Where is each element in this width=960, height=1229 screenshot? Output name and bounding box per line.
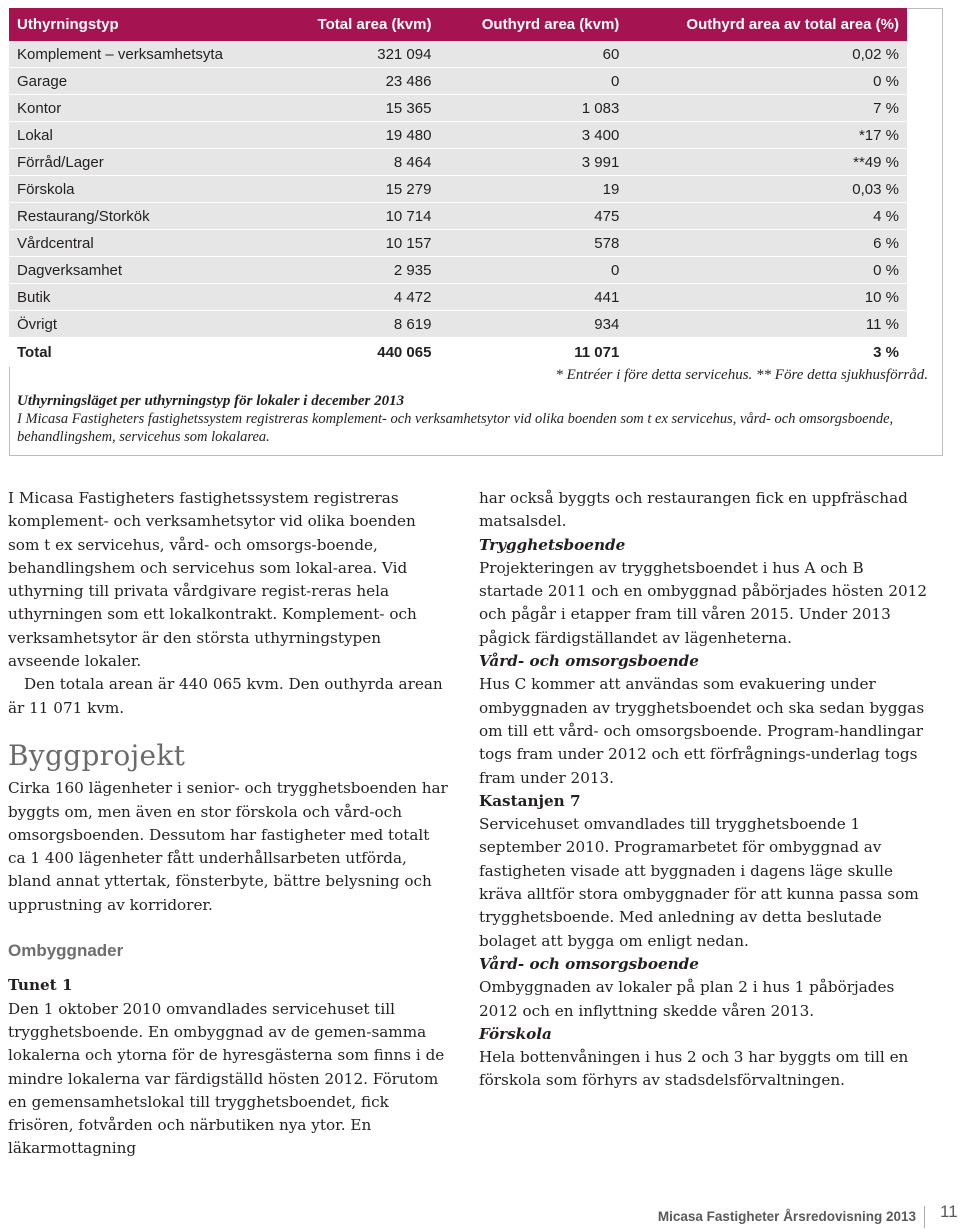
header-vacant-percent: Outhyrd area av total area (%) xyxy=(627,8,907,41)
heading-vard-omsorg-2: Vård- och omsorgsboende xyxy=(479,954,699,973)
page-number: 11 xyxy=(940,1202,958,1221)
total-cell-total-area: 440 065 xyxy=(281,338,440,367)
kastanjen-paragraph: Servicehuset omvandlades till trygghetsboende 1 september 2010. Programarbetet för ombyggnad av fastigheten visade att byggnaden i dagens läge skulle kräva alltför stora ombyggnader för att kunna passa som trygghetsboende. Med anledning av detta beslutade bolaget att bygga om enligt nedan. xyxy=(479,815,919,950)
cell-total-area: 8 619 xyxy=(281,311,440,338)
cell-vacant-percent: 0 % xyxy=(627,68,907,95)
cell-type: Butik xyxy=(9,284,281,311)
cell-type: Komplement – verksamhetsyta xyxy=(9,41,281,68)
vard-omsorg-paragraph-1: Hus C kommer att användas som evakuering under ombyggnaden av trygghetsboendet och ska sedan byggas om till ett vård- och omsorgsboende. Program-handlingar togs fram under 2012 och ett förfrågnings-underlag togs fram under 2013. xyxy=(479,675,925,787)
tunet-paragraph: Den 1 oktober 2010 omvandlades servicehuset till trygghetsboende. En ombyggnad av de gemen-samma lokalerna och ytorna för de hyresgästerna som finns i de mindre lokalerna var färdigställd hösten 2012. Förutom en gemensamhetslokal till trygghetsboendet, fick frisören, fotvården och närbutiken nya ytor. En läkarmottagning xyxy=(8,999,445,1158)
cell-total-area: 10 157 xyxy=(281,230,440,257)
cell-total-area: 23 486 xyxy=(281,68,440,95)
table-row xyxy=(9,122,907,149)
cell-vacant-area: 60 xyxy=(439,41,627,68)
cell-total-area: 4 472 xyxy=(281,284,440,311)
table-caption xyxy=(17,392,917,446)
cell-vacant-area: 1 083 xyxy=(439,95,627,122)
cell-type: Kontor xyxy=(9,95,281,122)
cell-total-area: 19 480 xyxy=(281,122,440,149)
cell-type: Lokal xyxy=(9,122,281,149)
heading-kastanjen: Kastanjen 7 xyxy=(479,791,581,810)
total-cell-type: Total xyxy=(9,338,281,367)
heading-vard-omsorg-1: Vård- och omsorgsboende xyxy=(479,652,699,671)
cell-vacant-area: 19 xyxy=(439,176,627,203)
cell-type: Förskola xyxy=(9,176,281,203)
caption-title: Uthyrningsläget per uthyrningstyp för lokaler i december 2013 xyxy=(17,393,405,409)
cell-total-area: 15 365 xyxy=(281,95,440,122)
section-title-byggprojekt: Byggprojekt xyxy=(8,738,186,772)
cell-vacant-area: 0 xyxy=(439,257,627,284)
table-row xyxy=(9,257,907,284)
table-header-row xyxy=(9,8,907,41)
cell-type: Garage xyxy=(9,68,281,95)
caption-text: I Micasa Fastigheters fastighetssystem registreras komplement- och verksamhetsytor vid olika boenden som t ex servicehus, vård- och omsorgsboende, behandlingshem, servicehus som lokalarea. xyxy=(17,411,894,445)
cell-vacant-percent: 0,02 % xyxy=(627,41,907,68)
heading-trygghetsboende: Trygghetsboende xyxy=(479,535,626,554)
cell-total-area: 2 935 xyxy=(281,257,440,284)
cell-type: Restaurang/Storkök xyxy=(9,203,281,230)
cell-vacant-percent: *17 % xyxy=(627,122,907,149)
forskola-paragraph: Hela bottenvåningen i hus 2 och 3 har byggts om till en förskola som förhyrs av stadsdelsförvaltningen. xyxy=(479,1048,909,1090)
total-cell-vacant-area: 11 071 xyxy=(439,338,627,367)
intro-paragraph: I Micasa Fastigheters fastighetssystem registreras komplement- och verksamhetsytor vid olika boenden som t ex servicehus, vård- och omsorgs-boende, behandlingshem och servicehus som lokal-area. Vid uthyrning till privata vårdgivare regist-reras hela uthyrningen som ett lokalkontrakt. Komplement- och verksamhetsytor är den största uthyrningstypen avseende lokaler. xyxy=(8,489,417,671)
table-row xyxy=(9,68,907,95)
cell-vacant-percent: 4 % xyxy=(627,203,907,230)
cell-type: Vårdcentral xyxy=(9,230,281,257)
footer-title: Micasa Fastigheter Årsredovisning 2013 xyxy=(657,1209,916,1224)
table-total-row xyxy=(9,338,907,367)
cell-vacant-area: 3 991 xyxy=(439,149,627,176)
cell-vacant-area: 3 400 xyxy=(439,122,627,149)
cell-total-area: 8 464 xyxy=(281,149,440,176)
table-row xyxy=(9,230,907,257)
subsection-title-ombyggnader: Ombyggnader xyxy=(8,941,124,961)
cell-vacant-percent: 11 % xyxy=(627,311,907,338)
table-row xyxy=(9,284,907,311)
table-row xyxy=(9,311,907,338)
cell-total-area: 15 279 xyxy=(281,176,440,203)
table-row xyxy=(9,149,907,176)
cell-vacant-area: 578 xyxy=(439,230,627,257)
right-column xyxy=(479,487,929,1093)
heading-forskola: Förskola xyxy=(479,1024,552,1043)
table-row xyxy=(9,203,907,230)
cell-vacant-percent: **49 % xyxy=(627,149,907,176)
cell-total-area: 10 714 xyxy=(281,203,440,230)
cell-type: Dagverksamhet xyxy=(9,257,281,284)
cell-vacant-area: 934 xyxy=(439,311,627,338)
cell-vacant-percent: 6 % xyxy=(627,230,907,257)
trygghetsboende-paragraph: Projekteringen av trygghetsboendet i hus A och B startade 2011 och en ombyggnad påbörjades hösten 2012 och pågår i etapper fram till våren 2015. Under 2013 pågick färdigställandet av lägenheterna. xyxy=(479,558,927,647)
cell-vacant-percent: 7 % xyxy=(627,95,907,122)
vard-omsorg-paragraph-2: Ombyggnaden av lokaler på plan 2 i hus 1 påbörjades 2012 och en inflyttning skedde våren 2013. xyxy=(479,978,895,1020)
cell-vacant-area: 0 xyxy=(439,68,627,95)
header-type: Uthyrningstyp xyxy=(9,8,281,41)
cell-vacant-percent: 0 % xyxy=(627,257,907,284)
footer-divider xyxy=(924,1206,925,1228)
table-footnote: * Entréer i före detta servicehus. ** Före detta sjukhusförråd. xyxy=(555,367,928,383)
area-paragraph: Den totala arean är 440 065 kvm. Den outhyrda arean är 11 071 kvm. xyxy=(8,675,443,717)
continued-paragraph: har också byggts och restaurangen fick en uppfräschad matsalsdel. xyxy=(479,489,908,531)
cell-vacant-percent: 0,03 % xyxy=(627,176,907,203)
total-cell-vacant-percent: 3 % xyxy=(627,338,907,367)
cell-vacant-percent: 10 % xyxy=(627,284,907,311)
page-footer xyxy=(0,1202,960,1226)
header-vacant-area: Outhyrd area (kvm) xyxy=(439,8,627,41)
cell-type: Övrigt xyxy=(9,311,281,338)
cell-vacant-area: 441 xyxy=(439,284,627,311)
table-row xyxy=(9,95,907,122)
table-row xyxy=(9,176,907,203)
header-total-area: Total area (kvm) xyxy=(281,8,440,41)
table-row xyxy=(9,41,907,68)
left-column xyxy=(8,487,448,1161)
heading-tunet: Tunet 1 xyxy=(8,976,73,995)
byggprojekt-paragraph: Cirka 160 lägenheter i senior- och trygghetsboenden har byggts om, men även en stor förskola och vård-och omsorgsboenden. Dessutom har fastigheter med totalt ca 1 400 lägenheter fått underhållsarbeten utförda, bland annat yttertak, fönsterbyte, bättre belysning och upprustning av korridorer. xyxy=(8,779,448,914)
rental-table xyxy=(9,8,907,367)
cell-type: Förråd/Lager xyxy=(9,149,281,176)
cell-total-area: 321 094 xyxy=(281,41,440,68)
cell-vacant-area: 475 xyxy=(439,203,627,230)
